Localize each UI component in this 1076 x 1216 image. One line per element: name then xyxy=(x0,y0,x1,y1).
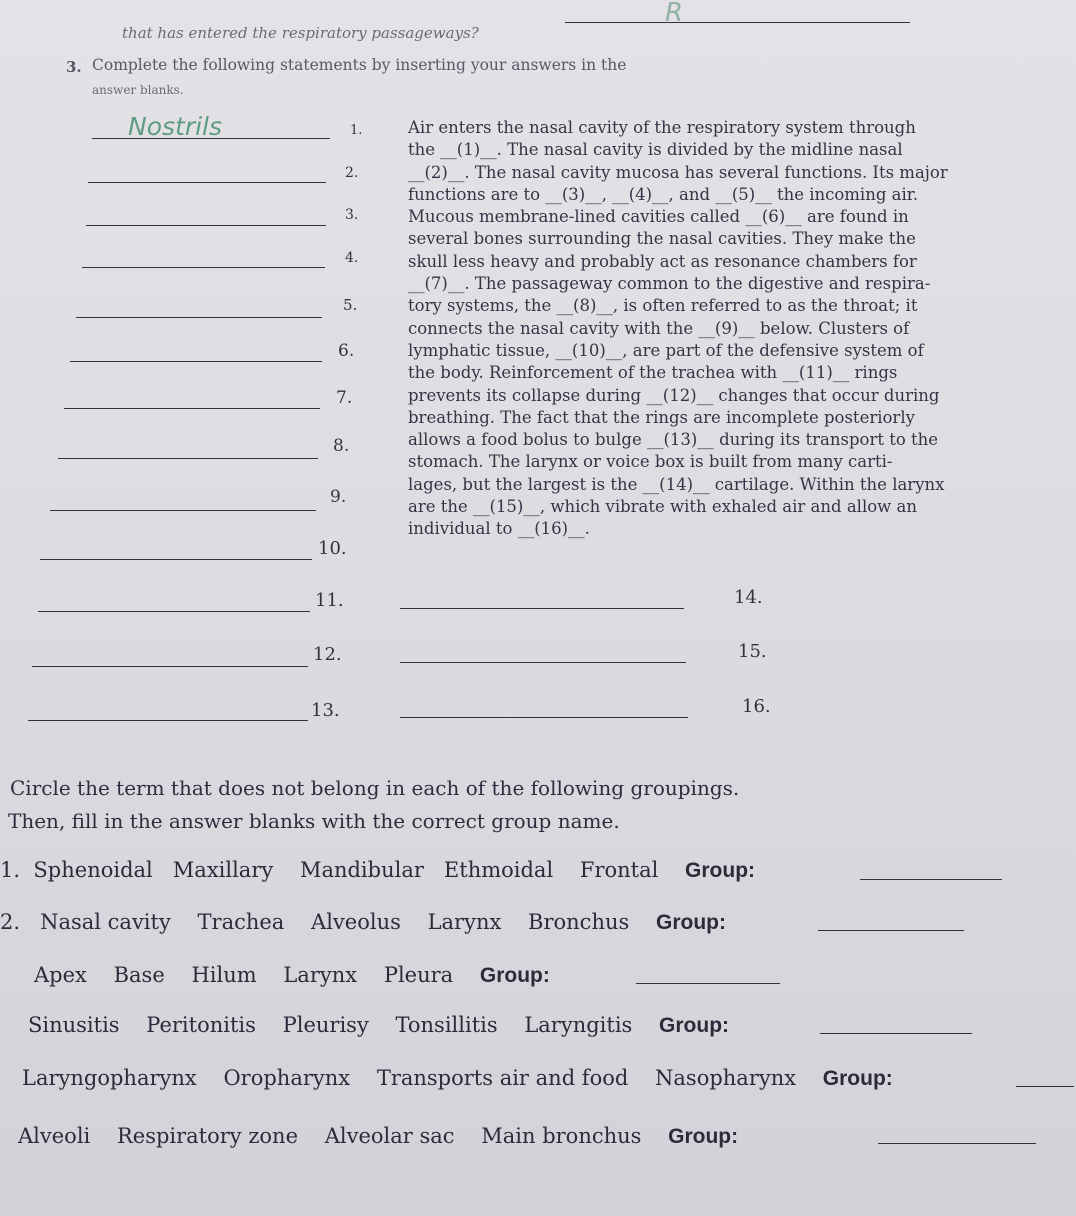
answer-blank-16[interactable] xyxy=(400,717,688,718)
blank-number-2: 2. xyxy=(345,165,359,181)
group-answer-blank-6[interactable] xyxy=(878,1143,1036,1144)
answer-blank-1[interactable] xyxy=(92,138,330,139)
answer-blank-2[interactable] xyxy=(88,182,326,183)
term[interactable]: Hilum xyxy=(191,963,257,987)
term[interactable]: Mandibular xyxy=(299,858,424,882)
term[interactable]: Maxillary xyxy=(172,858,274,882)
grouping-row-6 xyxy=(18,1124,738,1149)
paragraph-line: lages, but the largest is the __(14)__ cartilage. Within the larynx xyxy=(408,474,945,494)
answer-blank-13[interactable] xyxy=(28,720,308,721)
blank-number-3: 3. xyxy=(345,207,359,223)
term[interactable]: Transports air and food xyxy=(376,1066,629,1090)
term[interactable]: Base xyxy=(113,963,165,987)
term[interactable]: Sphenoidal xyxy=(33,858,153,882)
grouping-row-4 xyxy=(28,1013,729,1038)
term[interactable]: Ethmoidal xyxy=(443,858,554,882)
term[interactable]: Bronchus xyxy=(528,910,630,934)
grouping-row-2 xyxy=(0,910,726,935)
term[interactable]: Apex xyxy=(34,963,87,987)
paragraph-line: breathing. The fact that the rings are incomplete posteriorly xyxy=(408,407,915,427)
term[interactable]: Frontal xyxy=(579,858,659,882)
term[interactable]: Nasal cavity xyxy=(40,910,171,934)
answer-blank-8[interactable] xyxy=(58,458,318,459)
term[interactable]: Nasopharynx xyxy=(655,1066,797,1090)
answer-blank-4[interactable] xyxy=(82,267,325,268)
paragraph-line: tory systems, the __(8)__, is often referred to as the throat; it xyxy=(408,296,918,316)
section4-instruction-line1: Circle the term that does not belong in each of the following groupings. xyxy=(10,776,740,800)
paragraph-line: the body. Reinforcement of the trachea with __(11)__ rings xyxy=(408,363,898,383)
term[interactable]: Larynx xyxy=(427,910,502,934)
term[interactable]: Pleura xyxy=(383,963,454,987)
previous-question-fragment: that has entered the respiratory passageways? xyxy=(122,24,479,42)
blank-number-14: 14. xyxy=(734,587,763,608)
group-label: Group: xyxy=(655,911,726,934)
term[interactable]: Laryngopharynx xyxy=(22,1066,197,1090)
blank-number-7: 7. xyxy=(336,388,353,408)
term[interactable]: Pleurisy xyxy=(282,1013,369,1037)
group-label: Group: xyxy=(685,859,756,882)
grouping-row-1 xyxy=(0,858,755,883)
blank-number-15: 15. xyxy=(738,641,767,662)
paragraph-line: functions are to __(3)__, __(4)__, and __(5)__ the incoming air. xyxy=(408,184,919,204)
blank-number-10: 10. xyxy=(318,538,347,559)
paragraph-line: individual to __(16)__. xyxy=(408,519,590,539)
previous-answer-blank[interactable] xyxy=(565,22,910,23)
term[interactable]: Alveolus xyxy=(311,910,401,934)
grouping-row-5 xyxy=(22,1066,893,1091)
blank-number-16: 16. xyxy=(742,696,771,717)
paragraph-line: skull less heavy and probably act as resonance chambers for xyxy=(408,251,917,271)
blank-number-9: 9. xyxy=(330,487,347,507)
row-number: 2. xyxy=(0,910,21,934)
group-label: Group: xyxy=(659,1014,730,1037)
answer-blank-7[interactable] xyxy=(64,408,320,409)
term[interactable]: Oropharynx xyxy=(223,1066,351,1090)
term[interactable]: Alveolar sac xyxy=(324,1124,455,1148)
group-label: Group: xyxy=(479,964,550,987)
group-answer-blank-5[interactable] xyxy=(1016,1086,1074,1087)
paragraph-line: connects the nasal cavity with the __(9)__ below. Clusters of xyxy=(408,318,910,338)
answer-blank-3[interactable] xyxy=(86,225,326,226)
group-label: Group: xyxy=(668,1125,739,1148)
answer-blank-5[interactable] xyxy=(76,317,322,318)
paragraph-line: the __(1)__. The nasal cavity is divided by the midline nasal xyxy=(408,140,903,160)
paragraph-line: several bones surrounding the nasal cavities. They make the xyxy=(408,229,916,249)
term[interactable]: Main bronchus xyxy=(481,1124,642,1148)
handwritten-answer-1: Nostrils xyxy=(128,112,223,141)
group-answer-blank-2[interactable] xyxy=(818,930,964,931)
paragraph-line: allows a food bolus to bulge __(13)__ during its transport to the xyxy=(408,430,939,450)
paragraph-line: stomach. The larynx or voice box is built from many carti- xyxy=(408,452,893,472)
term[interactable]: Trachea xyxy=(197,910,285,934)
group-label: Group: xyxy=(822,1067,893,1090)
term[interactable]: Sinusitis xyxy=(28,1013,120,1037)
blank-number-1: 1. xyxy=(350,123,363,138)
blank-number-12: 12. xyxy=(313,644,342,665)
blank-number-6: 6. xyxy=(338,341,355,361)
blank-number-4: 4. xyxy=(345,250,359,266)
term[interactable]: Respiratory zone xyxy=(116,1124,299,1148)
paragraph-line: __(2)__. The nasal cavity mucosa has several functions. Its major xyxy=(408,162,948,182)
group-answer-blank-3[interactable] xyxy=(636,983,780,984)
answer-blank-6[interactable] xyxy=(70,361,322,362)
term[interactable]: Tonsillitis xyxy=(395,1013,498,1037)
previous-handwritten-answer: R xyxy=(665,0,684,28)
answer-blank-11[interactable] xyxy=(38,611,310,612)
paragraph-line: are the __(15)__, which vibrate with exhaled air and allow an xyxy=(408,497,917,517)
answer-blank-14[interactable] xyxy=(400,608,684,609)
paragraph-line: __(7)__. The passageway common to the digestive and respira- xyxy=(408,274,931,294)
answer-blank-15[interactable] xyxy=(400,662,686,663)
paragraph-line: prevents its collapse during __(12)__ changes that occur during xyxy=(408,385,940,405)
answer-blank-10[interactable] xyxy=(40,559,312,560)
grouping-row-3 xyxy=(34,963,550,988)
section4-instruction-line2: Then, fill in the answer blanks with the correct group name. xyxy=(8,809,620,833)
blank-number-13: 13. xyxy=(311,700,340,721)
group-answer-blank-1[interactable] xyxy=(860,879,1002,880)
row-number: 1. xyxy=(0,858,21,882)
section3-instruction-line2: answer blanks. xyxy=(92,83,184,97)
paragraph-line: Air enters the nasal cavity of the respiratory system through xyxy=(408,118,916,137)
term[interactable]: Peritonitis xyxy=(146,1013,256,1037)
term[interactable]: Laryngitis xyxy=(524,1013,633,1037)
paragraph-line: Mucous membrane-lined cavities called __(6)__ are found in xyxy=(408,207,909,227)
section3-instruction-line1: Complete the following statements by inserting your answers in the xyxy=(92,56,627,74)
answer-blank-12[interactable] xyxy=(32,666,308,667)
term[interactable]: Alveoli xyxy=(18,1124,91,1148)
term[interactable]: Larynx xyxy=(283,963,358,987)
fill-in-paragraph xyxy=(408,117,1068,541)
blank-number-5: 5. xyxy=(343,296,358,314)
blank-number-8: 8. xyxy=(333,436,350,456)
section3-number: 3. xyxy=(66,58,82,76)
group-answer-blank-4[interactable] xyxy=(820,1033,972,1034)
paragraph-line: lymphatic tissue, __(10)__, are part of the defensive system of xyxy=(408,340,924,360)
blank-number-11: 11. xyxy=(315,590,344,611)
answer-blank-9[interactable] xyxy=(50,510,316,511)
